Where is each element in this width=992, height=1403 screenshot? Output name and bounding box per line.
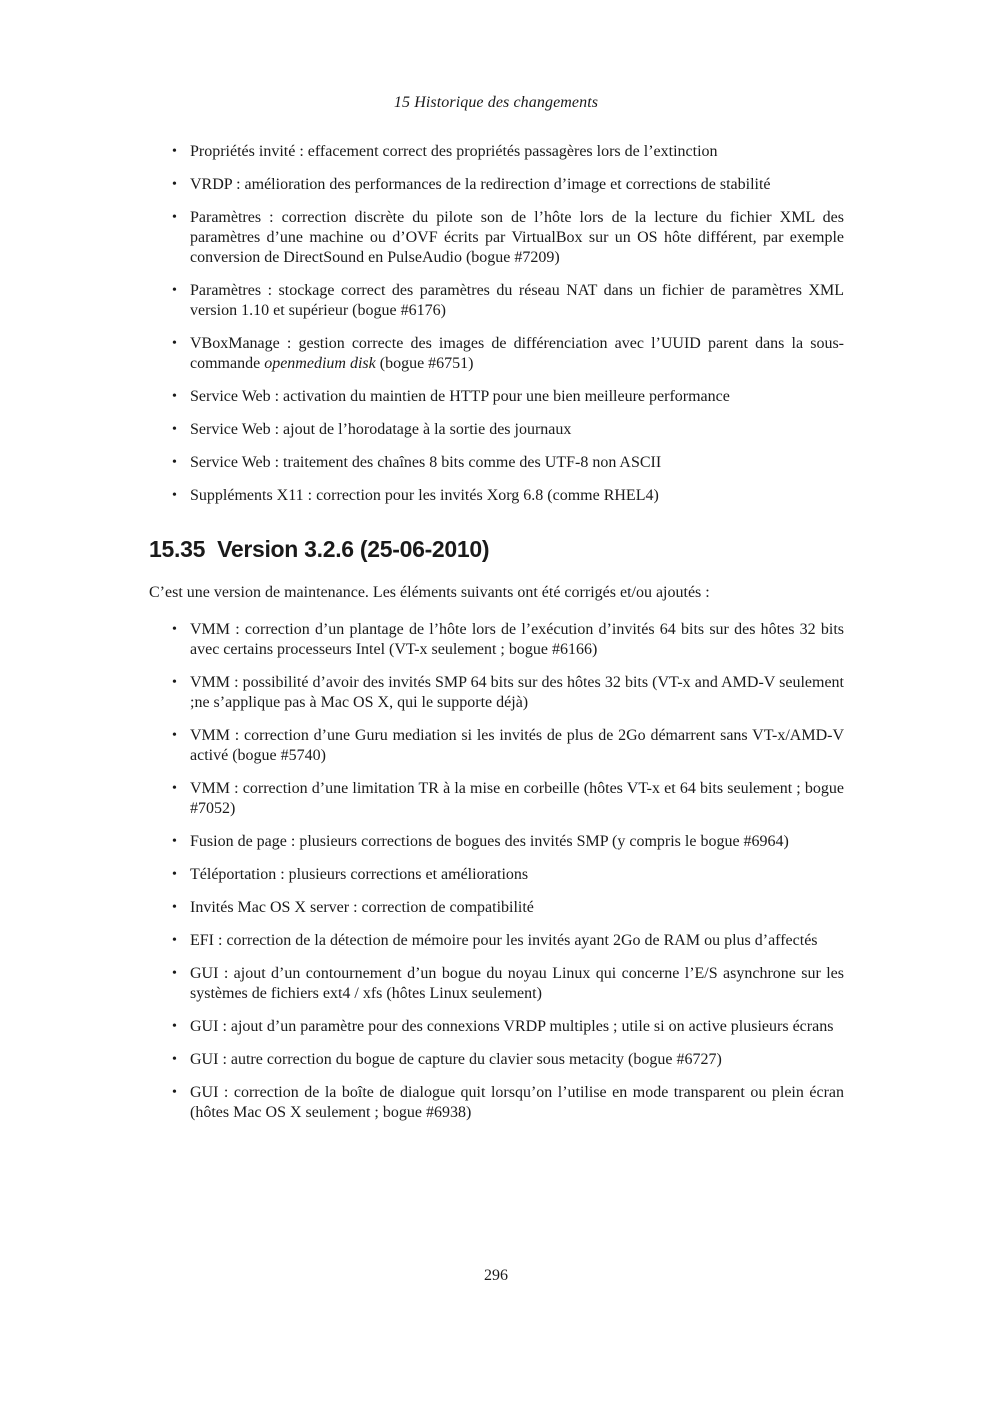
list-item: [172, 387, 844, 407]
list-item: [172, 865, 844, 885]
page-number: 296: [484, 1267, 508, 1284]
list-item-text: GUI : autre correction du bogue de capture du clavier sous metacity (bogue #6727): [190, 1051, 722, 1068]
list-item: [172, 420, 844, 440]
bullet: •: [172, 210, 177, 225]
list-item: [172, 964, 844, 1004]
list-item-text: Fusion de page : plusieurs corrections de bogues des invités SMP (y compris le bogue #6964): [190, 833, 789, 850]
list-item: [172, 898, 844, 918]
list-item-text: VBoxManage : gestion correcte des images de différenciation avec l’UUID parent dans la sous-commande: [190, 335, 844, 372]
list-item-text-end: (bogue #6751): [375, 355, 474, 372]
list-item: [172, 142, 844, 162]
bullet: •: [172, 675, 177, 690]
list-item-text: Propriétés invité : effacement correct des propriétés passagères lors de l’extinction: [190, 143, 718, 160]
list-item-text: Téléportation : plusieurs corrections et améliorations: [190, 866, 529, 883]
list-item: [172, 486, 844, 506]
list-item-text: Invités Mac OS X server : correction de compatibilité: [190, 899, 534, 916]
bullet: •: [172, 389, 177, 404]
command-name: openmedium disk: [264, 355, 376, 372]
running-header: 15 Historique des changements: [393, 94, 599, 111]
list-item-text: Service Web : traitement des chaînes 8 bits comme des UTF-8 non ASCII: [190, 454, 662, 471]
bullet: •: [172, 900, 177, 915]
bullet: •: [172, 728, 177, 743]
list-item: [172, 175, 844, 195]
bullet: •: [172, 781, 177, 796]
changelog-list-3-2-6: [172, 620, 844, 1136]
list-item-text: GUI : ajout d’un contournement d’un bogue du noyau Linux qui concerne l’E/S asynchrone sur les systèmes de fichiers ext4 / xfs (hôtes Linux seulement): [190, 965, 844, 1002]
bullet: •: [172, 488, 177, 503]
list-item: [172, 453, 844, 473]
list-item: [172, 1050, 844, 1070]
list-item-text: VMM : correction d’un plantage de l’hôte lors de l’exécution d’invités 64 bits sur des hôtes 32 bits avec certains processeurs Intel (VT-x seulement ; bogue #6166): [190, 621, 844, 658]
list-item-text: VMM : correction d’une limitation TR à la mise en corbeille (hôtes VT-x et 64 bits seulement ; bogue #7052): [190, 780, 844, 817]
bullet: •: [172, 422, 177, 437]
list-item: [172, 208, 844, 268]
bullet: •: [172, 1052, 177, 1067]
bullet: •: [172, 867, 177, 882]
bullet: •: [172, 144, 177, 159]
list-item: [172, 620, 844, 660]
list-item: [172, 673, 844, 713]
list-item: [172, 1017, 844, 1037]
bullet: •: [172, 336, 177, 351]
list-item: [172, 931, 844, 951]
list-item: [172, 779, 844, 819]
list-item: [172, 281, 844, 321]
list-item: [172, 334, 844, 374]
list-item: [172, 832, 844, 852]
list-item-text: GUI : correction de la boîte de dialogue quit lorsqu’on l’utilise en mode transparent ou plein écran (hôtes Mac OS X seulement ; bogue #6938): [190, 1084, 844, 1121]
bullet: •: [172, 1085, 177, 1100]
bullet: •: [172, 177, 177, 192]
section-title: Version 3.2.6 (25-06-2010): [217, 536, 490, 562]
list-item-text: Service Web : activation du maintien de HTTP pour une bien meilleure performance: [190, 388, 730, 405]
bullet: •: [172, 622, 177, 637]
section-heading: [149, 536, 489, 563]
list-item-text: GUI : ajout d’un paramètre pour des connexions VRDP multiples ; utile si on active plusieurs écrans: [190, 1018, 834, 1035]
bullet: •: [172, 834, 177, 849]
list-item-text: VMM : correction d’une Guru mediation si les invités de plus de 2Go démarrent sans VT-x/AMD-V activé (bogue #5740): [190, 727, 844, 764]
list-item: [172, 1083, 844, 1123]
bullet: •: [172, 933, 177, 948]
list-item: [172, 726, 844, 766]
list-item-text: VMM : possibilité d’avoir des invités SMP 64 bits sur des hôtes 32 bits (VT-x and AMD-V seulement ;ne s’applique pas à Mac OS X, qui le supporte déjà): [190, 674, 844, 711]
list-item-text: Suppléments X11 : correction pour les invités Xorg 6.8 (comme RHEL4): [190, 487, 659, 504]
changelog-list-previous-version: [172, 142, 844, 519]
bullet: •: [172, 455, 177, 470]
list-item-text: EFI : correction de la détection de mémoire pour les invités ayant 2Go de RAM ou plus d’affectés: [190, 932, 818, 949]
list-item-text: VRDP : amélioration des performances de la redirection d’image et corrections de stabilité: [190, 176, 771, 193]
list-item-text: Service Web : ajout de l’horodatage à la sortie des journaux: [190, 421, 572, 438]
section-number: 15.35: [149, 536, 206, 562]
section-intro: C’est une version de maintenance. Les éléments suivants ont été corrigés et/ou ajoutés :: [149, 584, 710, 601]
bullet: •: [172, 1019, 177, 1034]
bullet: •: [172, 966, 177, 981]
bullet: •: [172, 283, 177, 298]
list-item-text: Paramètres : stockage correct des paramètres du réseau NAT dans un fichier de paramètres XML version 1.10 et supérieur (bogue #6176): [190, 282, 844, 319]
list-item-text: Paramètres : correction discrète du pilote son de l’hôte lors de la lecture du fichier XML des paramètres d’une machine ou d’OVF écrits par VirtualBox sur un OS hôte différent, par exemple conversion de DirectSound en PulseAudio (bogue #7209): [190, 209, 844, 266]
